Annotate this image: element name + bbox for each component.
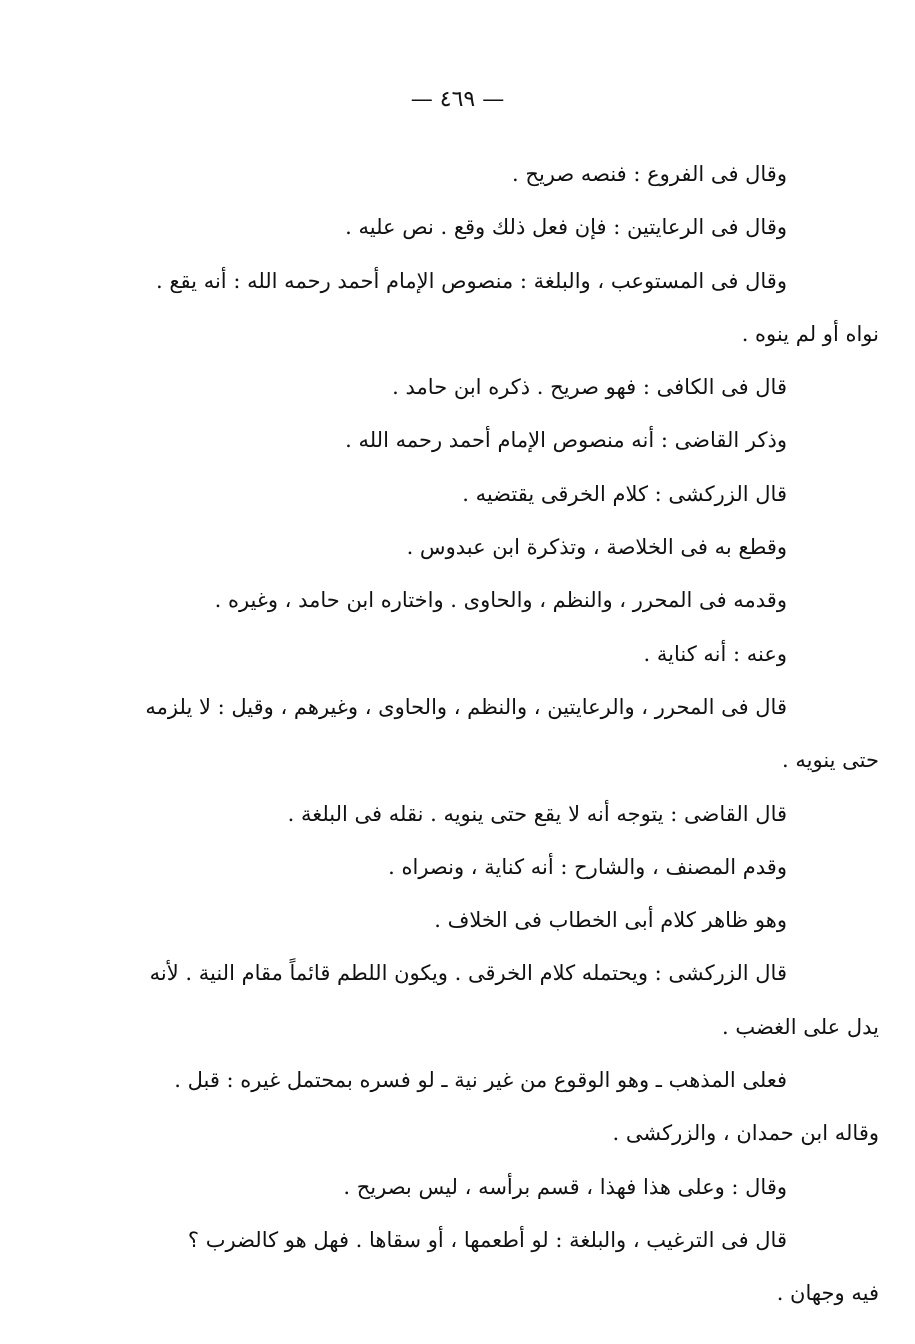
text-line: وقال : وعلى هذا فهذا ، قسم برأسه ، ليس بصريح . xyxy=(343,1174,787,1199)
text-line: وقدمه فى المحرر ، والنظم ، والحاوى . واختاره ابن حامد ، وغيره . xyxy=(214,588,787,613)
text-line: فعلى المذهب ـ وهو الوقوع من غير نية ـ لو فسره بمحتمل غيره : قبل . xyxy=(174,1068,787,1093)
text-body xyxy=(145,148,879,1321)
text-line: قال فى الكافى : فهو صريح . ذكره ابن حامد . xyxy=(392,375,787,400)
text-line: وقاله ابن حمدان ، والزركشى . xyxy=(612,1121,879,1146)
text-line: وقدم المصنف ، والشارح : أنه كناية ، ونصراه . xyxy=(388,854,787,879)
text-line: وذكر القاضى : أنه منصوص الإمام أحمد رحمه الله . xyxy=(345,428,787,453)
text-line: وهو ظاهر كلام أبى الخطاب فى الخلاف . xyxy=(434,908,787,933)
text-line: قال فى الترغيب ، والبلغة : لو أطعمها ، أو سقاها . فهل هو كالضرب ؟ xyxy=(187,1227,787,1252)
text-line: حتى ينويه . xyxy=(782,748,879,773)
text-line: وقطع به فى الخلاصة ، وتذكرة ابن عبدوس . xyxy=(406,535,787,560)
text-line: يدل على الغضب . xyxy=(721,1014,879,1039)
text-line: وقال فى الفروع : فنصه صريح . xyxy=(512,162,787,186)
text-line: فيه وجهان . xyxy=(776,1281,879,1306)
text-line: وقال فى المستوعب ، والبلغة : منصوص الإمام أحمد رحمه الله : أنه يقع . xyxy=(156,268,787,293)
text-line: قال الزركشى : كلام الخرقى يقتضيه . xyxy=(462,481,787,506)
text-line: وعنه : أنه كناية . xyxy=(643,641,787,666)
text-line: قال فى المحرر ، والرعايتين ، والنظم ، والحاوى ، وغيرهم ، وقيل : لا يلزمه xyxy=(145,694,787,719)
text-line: قال الزركشى : ويحتمله كلام الخرقى . ويكون اللطم قائماً مقام النية . لأنه xyxy=(149,961,787,986)
page-number: — ٤٦٩ — xyxy=(410,87,505,112)
text-line: وقال فى الرعايتين : فإن فعل ذلك وقع . نص عليه . xyxy=(345,215,787,240)
text-line: نواه أو لم ينوه . xyxy=(741,321,879,346)
text-line: قال القاضى : يتوجه أنه لا يقع حتى ينويه . نقله فى البلغة . xyxy=(287,801,787,826)
